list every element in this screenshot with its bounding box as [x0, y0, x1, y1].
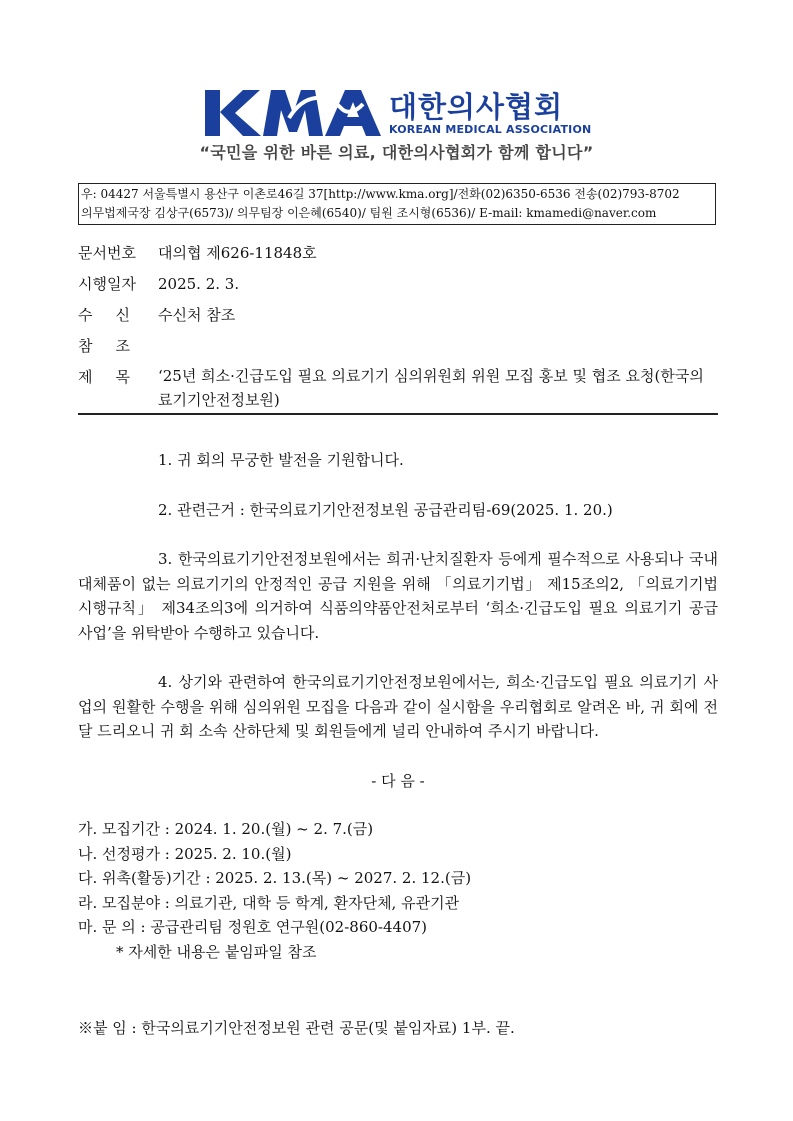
address-box — [78, 183, 716, 225]
slogan: “국민을 위한 바른 의료, 대한의사협회가 함께 합니다” — [199, 143, 594, 162]
attachment-line: ※붙 임 : 한국의료기기안전정보원 관련 공문(및 붙임자료) 1부. 끝. — [78, 1019, 515, 1037]
meta-row-doc-no — [78, 240, 718, 271]
org-name-ko: 대한의사협회 — [389, 90, 564, 124]
ref-label: 참조 — [78, 337, 153, 355]
header-divider — [78, 413, 718, 415]
list-item: 마. 문 의 : 공급관리팀 정원호 연구원(02-860-4407) — [78, 918, 428, 936]
list-item: 라. 모집분야 : 의료기관, 대학 등 학계, 환자단체, 유관기관 — [78, 893, 460, 912]
meta-row-ref — [78, 333, 718, 364]
org-name-en: KOREAN MEDICAL ASSOCIATION — [389, 123, 592, 136]
recipient-label: 수신 — [78, 306, 153, 324]
paragraph-1: 1. 귀 회의 무궁한 발전을 기원합니다. — [158, 451, 404, 469]
doc-no: 대의협 제626-11848호 — [158, 244, 317, 262]
list-item: 다. 위촉(활동)기간 : 2025. 2. 13.(목) ~ 2027. 2. 12.(금) — [78, 869, 472, 887]
next-heading: - 다 음 - — [371, 771, 425, 790]
note: * 자세한 내용은 붙임파일 참조 — [116, 942, 317, 961]
meta-row-subject — [78, 364, 718, 418]
contact-line: 의무법제국장 김상구(6573)/ 의무팀장 이은혜(6540)/ 팀원 조시형(6536)/ E-mail: kmamedi@naver.com — [81, 206, 657, 220]
list-item: 나. 선정평가 : 2025. 2. 10.(월) — [78, 844, 292, 863]
kma-logo-mark-icon — [205, 88, 383, 138]
address-line: 우: 04427 서울특별시 용산구 이촌로46길 37[http://www.kma.org]/전화(02)6350-6536 전송(02)793-8702 — [81, 187, 680, 201]
date: 2025. 2. 3. — [158, 275, 240, 293]
paragraph-3: 3. 한국의료기기안전정보원에서는 희귀·난치질환자 등에게 필수적으로 사용되나 국내 대체품이 없는 의료기기의 안정적인 공급 지원을 위해 「의료기기법」 제15조의2, 「의료기기법 시행규칙」 제34조의3에 의거하여 식품의약품안전처로부터 ‘희소·긴급도입 필요 의료기기 공급 사업’을 위탁받아 수행하고 있습니다. — [78, 550, 718, 642]
meta-row-date — [78, 271, 718, 302]
list-item: 가. 모집기간 : 2024. 1. 20.(월) ~ 2. 7.(금) — [78, 820, 374, 838]
document-body — [78, 448, 718, 1041]
paragraph-2: 2. 관련근거 : 한국의료기기안전정보원 공급관리팀-69(2025. 1. 20.) — [158, 500, 613, 519]
subject: ‘25년 희소·긴급도입 필요 의료기기 심의위원회 위원 모집 홍보 및 협조 요청(한국의료기기안전정보원) — [158, 367, 704, 409]
paragraph-4: 4. 상기와 관련하여 한국의료기기안전정보원에서는, 희소·긴급도입 필요 의료기기 사업의 원활한 수행을 위해 심의위원 모집을 다음과 같이 실시함을 우리협회로 알려온 바, 귀 회에 전달 드리오니 귀 회 소속 산하단체 및 회원들에게 널리 안내하여 주시기 바랍니다. — [78, 673, 718, 740]
subject-label: 제목 — [78, 368, 153, 386]
kma-logo — [205, 88, 591, 138]
doc-no-label: 문서번호 — [78, 244, 136, 262]
document-meta — [78, 240, 718, 418]
meta-row-recipient — [78, 302, 718, 333]
detail-list — [78, 817, 718, 964]
date-label: 시행일자 — [78, 275, 136, 293]
recipient: 수신처 참조 — [158, 306, 236, 324]
